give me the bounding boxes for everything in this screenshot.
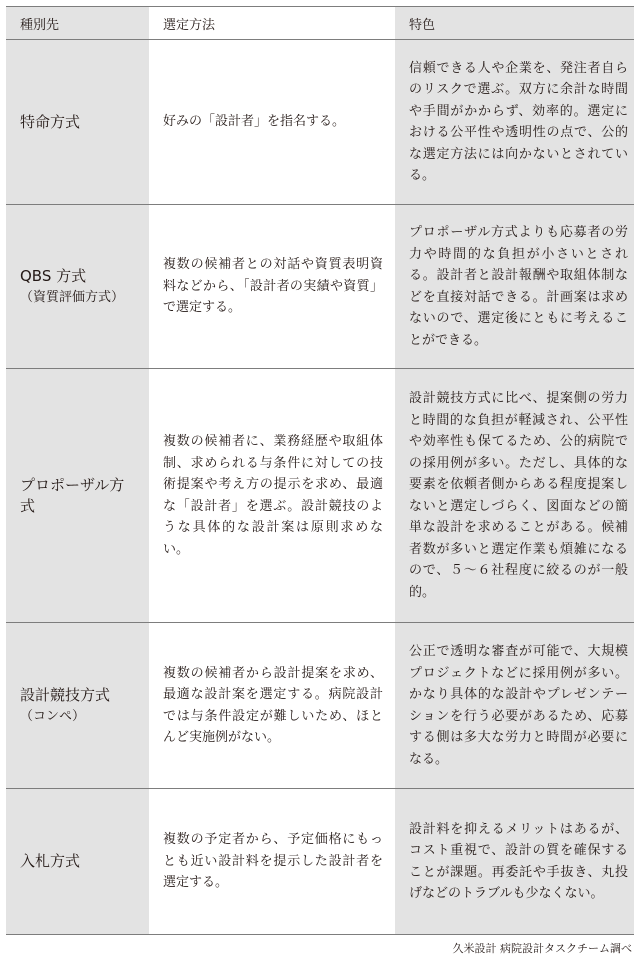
type-sublabel: （コンペ） <box>20 708 86 724</box>
method-cell: 複数の候補者から設計提案を求め、最適な設計案を選定する。病院設計では与条件設定が難しいため、ほとんど実施例がない。 <box>149 623 395 789</box>
type-label: 特命方式 <box>20 112 81 131</box>
type-label: 入札方式 <box>20 852 81 870</box>
type-label: 設計競技方式 <box>20 685 111 704</box>
header-row <box>6 7 634 40</box>
type-cell <box>6 40 149 205</box>
type-cell <box>6 369 149 623</box>
feature-cell: 設計料を抑えるメリットはあるが、コスト重視で、設計の質を確保することが課題。再委託や手抜き、丸投げなどのトラブルも少なくない。 <box>395 789 634 935</box>
type-cell <box>6 789 149 935</box>
table-row <box>6 623 634 789</box>
header-method: 選定方法 <box>149 7 395 40</box>
designer-selection-table <box>6 6 634 935</box>
table-row <box>6 369 634 623</box>
method-cell: 複数の予定者から、予定価格にもっとも近い設計料を提示した設計者を選定する。 <box>149 789 395 935</box>
header-type: 種別先 <box>6 7 149 40</box>
type-sublabel: （資質評価方式） <box>20 289 125 305</box>
feature-cell: プロポーザル方式よりも応募者の労力や時間的な負担が小さいとされる。設計者と設計報酬や取組体制などを直接対話できる。計画案は求めないので、選定後にともに考えることができる。 <box>395 205 634 369</box>
type-label: プロポーザル方式 <box>20 475 125 515</box>
method-cell: 好みの「設計者」を指名する。 <box>149 40 395 205</box>
method-cell: 複数の候補者との対話や資質表明資料などから、「設計者の実績や資質」で選定する。 <box>149 205 395 369</box>
source-note: 久米設計 病院設計タスクチーム調べ <box>452 942 632 955</box>
table-row <box>6 40 634 205</box>
table-row <box>6 205 634 369</box>
table-row <box>6 789 634 935</box>
type-cell <box>6 623 149 789</box>
feature-cell: 信頼できる人や企業を、発注者自らのリスクで選ぶ。双方に余計な時間や手間がかからず、効率的。選定における公平性や透明性の点で、公的な選定方法には向かないとされている。 <box>395 40 634 205</box>
type-cell <box>6 205 149 369</box>
method-cell: 複数の候補者に、業務経歴や取組体制、求められる与条件に対しての技術提案や考え方の提示を求め、最適な「設計者」を選ぶ。設計競技のような具体的な設計案は原則求めない。 <box>149 369 395 623</box>
feature-cell: 公正で透明な審査が可能で、大規模プロジェクトなどに採用例が多い。かなり具体的な設計やプレゼンテーションを行う必要があるため、応募する側は多大な労力と時間が必要になる。 <box>395 623 634 789</box>
type-label: QBS 方式 <box>20 266 87 285</box>
header-feature: 特色 <box>395 7 634 40</box>
feature-cell: 設計競技方式に比べ、提案側の労力と時間的な負担が軽減され、公平性や効率性も保てるため、公的病院での採用例が多い。ただし、具体的な要素を依頼者側からある程度提案しないと選定しづらく、図面などの簡単な設計を求めることがある。候補者数が多いと選定作業も煩雑になるので、５〜６社程度に絞るのが一般的。 <box>395 369 634 623</box>
